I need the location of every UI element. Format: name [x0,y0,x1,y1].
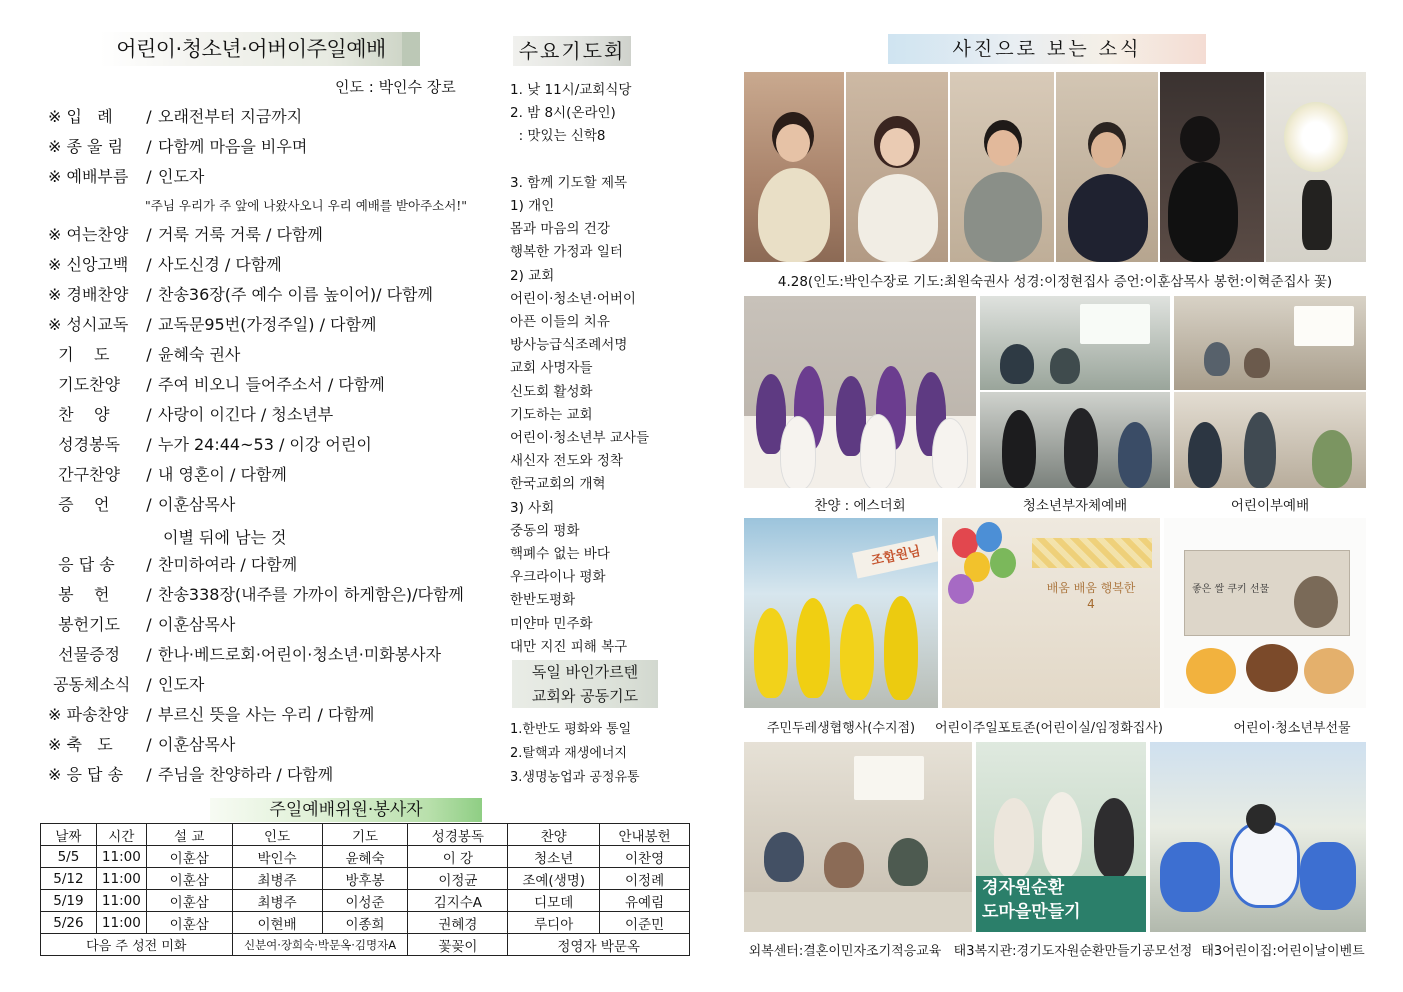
worship-order-content: 인도자 [158,167,205,186]
table-cell: 이훈삼 [146,846,232,868]
prayer-topic-line: 새신자 전도와 정착 [510,453,623,470]
column-header: 날짜 [41,824,97,846]
table-cell: 윤혜숙 [322,846,408,868]
worship-order-content: 이훈삼목사 [158,495,236,514]
separator: / [146,705,152,724]
photo-caption: 어린이주일포토존(어린이실/임정화집사) [934,721,1163,736]
photo-caption: 어린이부예배 [1230,498,1310,514]
worship-order-item [48,582,508,608]
worship-order-item [48,312,508,338]
worship-order-item [48,402,508,428]
table-cell: 이훈삼 [146,868,232,890]
table-cell: 청소년 [508,846,600,868]
table-row [41,912,690,934]
worship-order-name: ※ 파송찬양 [48,705,129,724]
table-cell: 이정례 [600,868,690,890]
photo-caption: 청소년부자체예배 [1022,498,1128,514]
table-cell: 이종희 [322,912,408,934]
worship-order-content: 주여 비오니 들어주소서 / 다함께 [158,375,385,394]
joint-prayer-item: 1.한반도 평화와 통일 [510,722,632,737]
prayer-topic-line: 행복한 가정과 일터 [510,244,623,261]
table-row [41,890,690,912]
table-cell: 디모데 [508,890,600,912]
worship-order-content: 윤혜숙 권사 [158,345,241,364]
photo-youth-worship-2 [980,392,1170,488]
separator: / [146,585,152,604]
column-header: 성경봉독 [408,824,508,846]
prayer-topic-line: 신도회 활성화 [510,383,593,400]
separator: / [146,315,152,334]
worship-order-name: ※ 성시교독 [48,315,129,334]
worship-order-content: 찬송338장(내주를 가까이 하게함은)/다함께 [158,585,464,604]
prayer-topic-line: 대만 지진 피해 복구 [510,638,628,655]
worship-order-name: 공동체소식 [48,675,131,694]
worship-order-item [48,642,508,668]
column-header: 시간 [96,824,146,846]
table-cell: 5/5 [41,846,97,868]
worship-order-content: 교독문95번(가정주일) / 다함께 [158,315,377,334]
prayer-topic-line: 기도하는 교회 [510,406,593,423]
prayer-topic-line: 2) 교회 [510,267,555,284]
prayer-topic-line: 3) 사회 [510,499,555,516]
worship-order-content: 이훈삼목사 [158,735,236,754]
prayer-topic-line: : 맛있는 신학8 [510,128,606,145]
worship-order-name: 봉 헌 [48,585,110,604]
joint-prayer-item: 3.생명농업과 공정유통 [510,770,640,785]
table-row [41,868,690,890]
worship-order-content: 오래전부터 지금까지 [158,107,303,126]
table-header-row [41,824,690,846]
photo-kids-worship-1 [1174,296,1366,390]
banner-text: 조합원님 [852,536,938,579]
worship-order-content: 다함께 마음을 비우며 [158,137,308,156]
prayer-topic-line: 한국교회의 개혁 [510,476,606,493]
worship-order-name: 성경봉독 [48,435,120,454]
table-cell: 이성준 [322,890,408,912]
worship-order-item [48,282,508,308]
separator: / [146,645,152,664]
worship-order-content: 거룩 거룩 거룩 / 다함께 [158,225,323,244]
worship-order-content: 주님을 찬양하라 / 다함께 [158,765,334,784]
photo-caption: 주민두레생협행사(수지점) [766,721,916,736]
photo-gift-box [1164,518,1366,708]
separator: / [146,167,152,186]
worship-order-name: 간구찬양 [48,465,120,484]
photo-caption: 태3복지관:경기도자원순환만들기공모선정 [953,944,1193,959]
photo-leader [744,72,844,262]
table-cell: 이준민 [600,912,690,934]
separator: / [146,735,152,754]
prayer-topic-line: 핵폐수 없는 바다 [510,546,610,562]
table-cell: 조예(생명) [508,868,600,890]
table-cell: 최병주 [232,868,322,890]
photo-flowers [1266,72,1366,262]
column-header: 기도 [322,824,408,846]
worship-order-item [48,104,508,130]
worship-order-name: 응 답 송 [48,555,115,574]
worship-order-name: 선물증정 [48,645,120,664]
worship-order-name: 증 언 [48,495,110,514]
worship-order-name: ※ 축 도 [48,735,113,754]
worship-order-item [48,372,508,398]
worship-order-item [48,252,508,278]
table-cell: 5/12 [41,868,97,890]
photo-immigrant-education [744,742,972,932]
worship-order-name: ※ 응 답 송 [48,765,124,784]
poster-line1: 경자원순환 [982,878,1065,898]
worship-order-item [48,432,508,458]
wall-text: 배움 배움 행복한 4 [1046,581,1136,611]
prayer-topic-line: 우크라이나 평화 [510,569,606,586]
footer-cell: 신분여·장희숙·박문옥·김명자A [232,934,408,956]
prayer-meeting-title: 수요기도회 [513,36,631,66]
table-cell: 5/26 [41,912,97,934]
worship-title: 어린이·청소년·어버이주일예배 [100,32,420,66]
worship-order-item [48,612,508,638]
separator: / [146,255,152,274]
worship-order-content: 내 영혼이 / 다함께 [158,465,287,484]
worship-order-content: 부르신 뜻을 사는 우리 / 다함께 [158,705,375,724]
prayer-topic-line: 어린이·청소년부 교사들 [510,430,649,446]
table-cell: 이정균 [408,868,508,890]
call-to-worship-quote: "주님 우리가 주 앞에 나왔사오니 우리 예배를 받아주소서!" [145,198,468,213]
worship-order-name: ※ 신앙고백 [48,255,129,274]
footer-cell: 다음 주 성전 미화 [41,934,233,956]
photo-coop-event [744,518,938,708]
worship-order-item [48,342,508,368]
table-row [41,846,690,868]
prayer-topic-line: 교회 사명자들 [510,360,593,377]
worship-order-content: 찬미하여라 / 다함께 [158,555,298,574]
worship-leader: 인도 : 박인수 장로 [335,78,456,96]
table-cell: 11:00 [96,890,146,912]
worship-order-name: ※ 여는찬양 [48,225,129,244]
worship-order-name: 봉헌기도 [48,615,120,634]
worship-order-content: 사랑이 이긴다 / 청소년부 [158,405,334,424]
prayer-topic-line: 방사능급식조례서명 [510,337,628,354]
worship-order-content: 누가 24:44~53 / 이강 어린이 [158,435,372,454]
table-cell: 방후봉 [322,868,408,890]
worship-order-name: ※ 입 례 [48,107,113,126]
photo-caption: 찬양 : 에스더회 [814,498,906,514]
photo-prayer [846,72,948,262]
photo-news-title: 사진으로 보는 소식 [888,34,1206,64]
table-cell: 이찬영 [600,846,690,868]
gift-box-text: 좋은 쌀 쿠키 선물 [1192,584,1270,595]
worship-order-content: 이훈삼목사 [158,615,236,634]
photo-caption: 태3어린이집:어린이날이벤트 [1201,944,1365,959]
table-cell: 이 강 [408,846,508,868]
worship-order-item [48,222,508,248]
worship-order-content: 한나·베드로회·어린이·청소년·미화봉사자 [158,645,442,664]
separator: / [146,107,152,126]
prayer-topic-line: 한반도평화 [510,592,576,609]
prayer-topic-line: 어린이·청소년·어버이 [510,290,636,307]
separator: / [146,137,152,156]
photo-testimony [1056,72,1158,262]
worship-order-item [48,702,508,728]
table-cell: 최병주 [232,890,322,912]
worship-order-name: 기도찬양 [48,375,120,394]
separator: / [146,555,152,574]
photo-caption-row1: 4.28(인도:박인수장로 기도:최원숙권사 성경:이정현집사 증언:이훈삼목사 봉헌:이혁준집사 꽃) [777,274,1333,290]
prayer-topic-line: 몸과 마음의 건강 [510,221,610,238]
germany-title-line2: 교회와 공동기도 [531,687,639,705]
separator: / [146,765,152,784]
table-cell: 권혜경 [408,912,508,934]
worship-order-name: ※ 종 울 림 [48,137,124,156]
table-cell: 이훈삼 [146,890,232,912]
photo-caption: 어린이·청소년부선물 [1233,721,1351,736]
separator: / [146,675,152,694]
separator: / [146,225,152,244]
germany-title-line1: 독일 바인가르텐 [531,663,639,681]
worship-order-item [48,134,508,160]
separator: / [146,465,152,484]
worship-order-content: 사도신경 / 다함께 [158,255,282,274]
table-cell: 루디아 [508,912,600,934]
photo-scripture [950,72,1054,262]
photo-offering [1160,72,1264,262]
worship-order-item [48,164,508,190]
footer-cell: 정영자 박문옥 [508,934,690,956]
photo-youth-worship-1 [980,296,1170,390]
photo-kids-worship-2 [1174,392,1366,488]
table-cell: 이훈삼 [146,912,232,934]
worship-order-name: ※ 경배찬양 [48,285,129,304]
column-header: 찬양 [508,824,600,846]
table-cell: 박인수 [232,846,322,868]
worship-order-item [48,732,508,758]
worship-order-name: 기 도 [48,345,110,364]
worship-order-name: 찬 양 [48,405,110,424]
germany-joint-prayer-title [512,660,658,708]
worship-order-item [48,762,508,788]
footer-cell: 꽃꽂이 [408,934,508,956]
separator: / [146,495,152,514]
separator: / [146,285,152,304]
worship-order-item [48,492,508,518]
sermon-title: 이별 뒤에 남는 것 [163,528,287,547]
worship-order-item [48,462,508,488]
prayer-topic-line: 2. 밤 8시(온라인) [510,105,616,122]
table-cell: 5/19 [41,890,97,912]
column-header: 인도 [232,824,322,846]
poster-line2: 도마을만들기 [982,902,1081,922]
prayer-topic-line: 중동의 평화 [510,522,580,539]
photo-caption: 외복센터:결혼이민자조기적응교육 [748,944,942,959]
photo-choir [744,296,976,488]
staff-table-title: 주일예배위원·봉사자 [210,798,482,822]
prayer-topic-line: 1) 개인 [510,198,555,214]
table-cell: 11:00 [96,868,146,890]
table-cell: 이현배 [232,912,322,934]
worship-order-content: 인도자 [158,675,205,694]
table-cell: 11:00 [96,846,146,868]
worship-order-item [48,552,508,578]
photo-photozone [942,518,1160,708]
separator: / [146,375,152,394]
column-header: 설 교 [146,824,232,846]
worship-order-item [48,672,508,698]
separator: / [146,345,152,364]
worship-order-content: 찬송36장(주 예수 이름 높이어)/ 다함께 [158,285,433,304]
separator: / [146,615,152,634]
separator: / [146,405,152,424]
column-header: 안내봉헌 [600,824,690,846]
prayer-topic-line: 3. 함께 기도할 제목 [510,174,628,191]
prayer-topic-line: 미얀마 민주화 [510,615,593,632]
worship-order-name: ※ 예배부름 [48,167,129,186]
table-cell: 유예림 [600,890,690,912]
prayer-topic-line: 1. 낮 11시/교회식당 [510,82,632,98]
prayer-topic-line: 아픈 이들의 치유 [510,314,610,330]
photo-welfare-center [976,742,1146,932]
table-footer-row [41,934,690,956]
table-cell: 11:00 [96,912,146,934]
table-cell: 김지수A [408,890,508,912]
photo-childrens-day [1150,742,1366,932]
staff-table [40,823,690,956]
separator: / [146,435,152,454]
joint-prayer-item: 2.탈핵과 재생에너지 [510,746,627,761]
